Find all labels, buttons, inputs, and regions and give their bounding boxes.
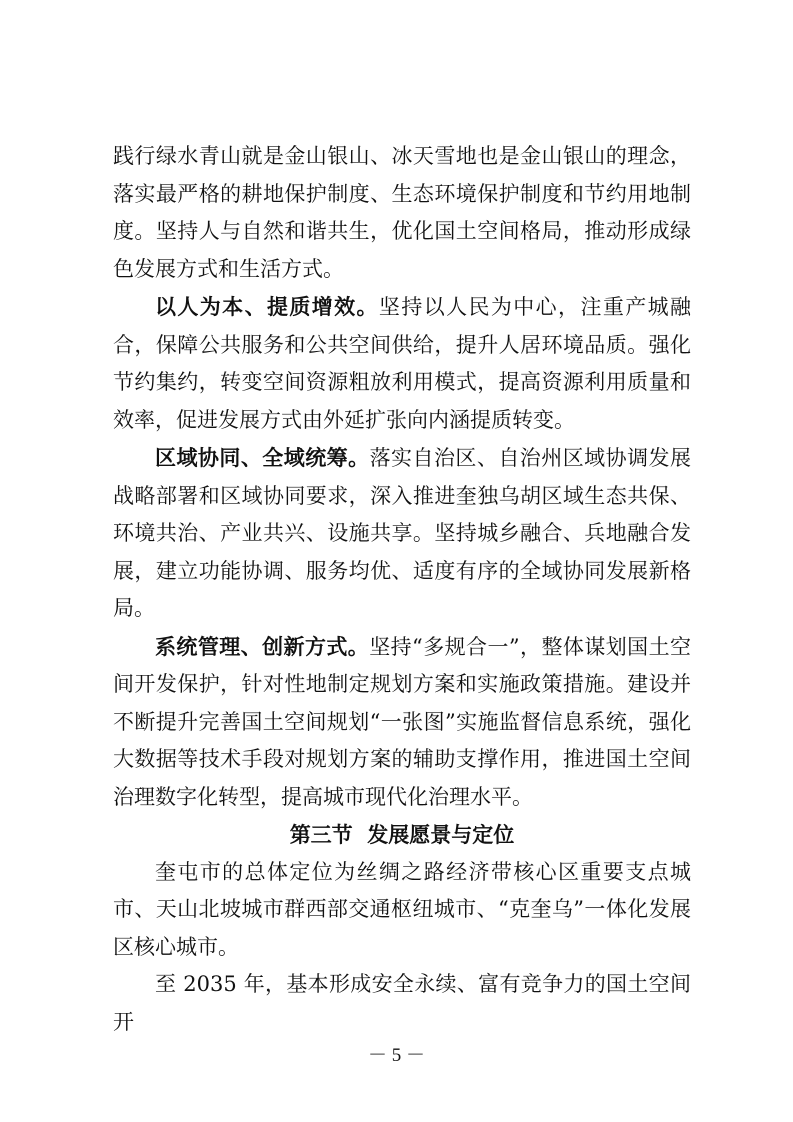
- paragraph-people-oriented: [113, 288, 691, 439]
- paragraph-text: 坚持“多规合一”，整体谋划国土空间开发保护，针对性地制定规划方案和实施政策措施。建设并不断提升完善国土空间规划“一张图”实施监督信息系统，强化大数据等技术手段对规划方案的辅助支撑作用，推进国土空间治理数字化转型，提高城市现代化治理水平。: [113, 634, 691, 809]
- paragraph-regional-coordination: [113, 439, 691, 628]
- paragraph-text: 落实自治区、自治州区域协调发展战略部署和区域协同要求，深入推进奎独乌胡区域生态共保、环境共治、产业共兴、设施共享。坚持城乡融合、兵地融合发展，建立功能协调、服务均优、适度有序的全域协同发展新格局。: [113, 446, 692, 620]
- paragraph-2035-vision: [113, 966, 691, 1041]
- section-title: 第三节 发展愿景与定位: [289, 822, 515, 847]
- paragraph-continuation: [113, 138, 691, 288]
- paragraph-city-positioning: [113, 854, 691, 967]
- document-body: [113, 138, 691, 1041]
- paragraph-text: 奎屯市的总体定位为丝绸之路经济带核心区重要支点城市、天山北坡城市群西部交通枢纽城市、“克奎乌”一体化发展区核心城市。: [113, 859, 691, 959]
- paragraph-lead: 系统管理、创新方式。: [155, 633, 370, 659]
- paragraph-text: 践行绿水青山就是金山银山、冰天雪地也是金山银山的理念，落实最严格的耕地保护制度、生态环境保护制度和节约用地制度。坚持人与自然和谐共生，优化国土空间格局，推动形成绿色发展方式和生活方式。: [113, 144, 691, 281]
- paragraph-system-management: [113, 628, 691, 817]
- paragraph-lead: 区域协同、全域统筹。: [155, 445, 370, 470]
- paragraph-lead: 以人为本、提质增效。: [155, 294, 379, 319]
- paragraph-text: 坚持以人民为中心，注重产城融合，保障公共服务和公共空间供给，提升人居环境品质。强化节约集约，转变空间资源粗放利用模式，提高资源利用质量和效率，促进发展方式由外延扩张向内涵提质转变。: [113, 295, 692, 432]
- page-number: － 5 －: [367, 1045, 425, 1066]
- paragraph-text: 至 2035 年，基本形成安全永续、富有竞争力的国土空间开: [113, 972, 691, 1034]
